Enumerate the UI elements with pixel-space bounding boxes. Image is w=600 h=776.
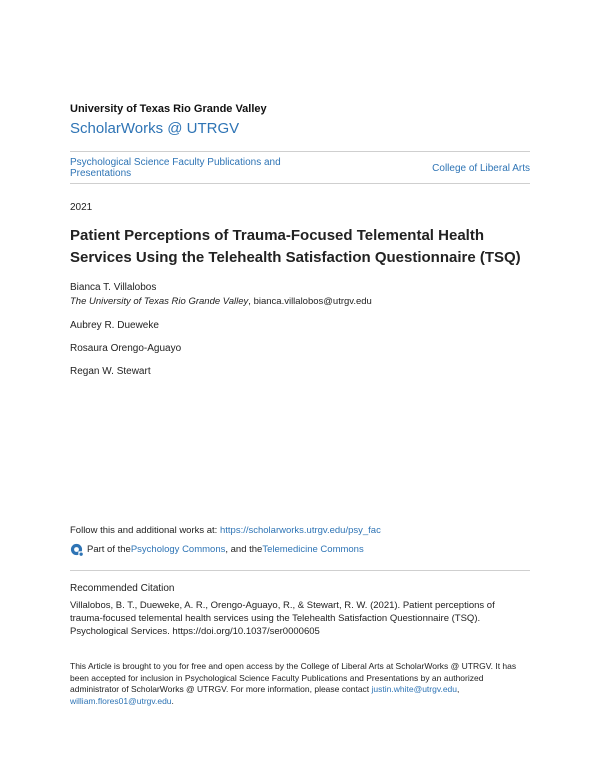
author-name: Regan W. Stewart xyxy=(70,366,151,377)
part-of-line xyxy=(70,543,364,556)
author-name: Bianca T. Villalobos xyxy=(70,282,157,293)
citation-divider xyxy=(70,570,530,571)
telemedicine-commons-link[interactable]: Telemedicine Commons xyxy=(262,544,364,555)
footer-text: This Article is brought to you for free and open access by the College of Liberal Arts at ScholarWorks @ UTRGV. It has been accepted for inclusion in Psychological Science Faculty Publications and Presentations by an authorized administrator of ScholarWorks @ UTRGV. For more information, please contact xyxy=(70,661,517,694)
publication-year: 2021 xyxy=(70,202,93,213)
psychology-commons-link[interactable]: Psychology Commons xyxy=(130,544,226,555)
site-name-link[interactable]: ScholarWorks @ UTRGV xyxy=(70,120,240,137)
citation-heading: Recommended Citation xyxy=(70,583,175,594)
college-link[interactable]: College of Liberal Arts xyxy=(432,163,530,174)
article-title: Patient Perceptions of Trauma-Focused Telemental Health Services Using the Telehealth Satisfaction Questionnaire (TSQ) xyxy=(70,227,521,266)
part-of-prefix: Part of the xyxy=(87,544,131,555)
header-divider xyxy=(70,151,530,152)
author-name: Aubrey R. Dueweke xyxy=(70,320,159,331)
author-affiliation xyxy=(70,296,372,307)
author-email: , bianca.villalobos@utrgv.edu xyxy=(248,296,372,307)
and-the-text: , and the xyxy=(225,544,263,555)
author-name: Rosaura Orengo-Aguayo xyxy=(70,343,182,354)
footer-notice xyxy=(70,661,530,707)
footer-separator: , xyxy=(457,684,460,694)
citation-text: Villalobos, B. T., Dueweke, A. R., Orengo-Aguayo, R., & Stewart, R. W. (2021). Patient perceptions of trauma-focused telemental health services using the Telehealth Satisfaction Questionnaire (TSQ). Psychological Services. https://doi.org/10.1037/ser0000605 xyxy=(70,600,495,637)
affiliation-name: The University of Texas Rio Grande Valley xyxy=(70,296,249,307)
header-divider-bottom xyxy=(70,183,530,184)
footer-end: . xyxy=(171,695,174,706)
follow-url-link[interactable]: https://scholarworks.utrgv.edu/psy_fac xyxy=(219,525,381,536)
university-name: University of Texas Rio Grande Valley xyxy=(70,103,267,115)
follow-line xyxy=(70,525,381,536)
contact-email-link-2[interactable]: william.flores01@utrgv.edu xyxy=(70,695,172,706)
follow-text: Follow this and additional works at: xyxy=(70,525,220,536)
network-commons-icon xyxy=(70,543,83,556)
contact-email-link[interactable]: justin.white@utrgv.edu xyxy=(371,684,458,694)
collection-link[interactable]: Psychological Science Faculty Publications and Presentations xyxy=(70,157,281,179)
